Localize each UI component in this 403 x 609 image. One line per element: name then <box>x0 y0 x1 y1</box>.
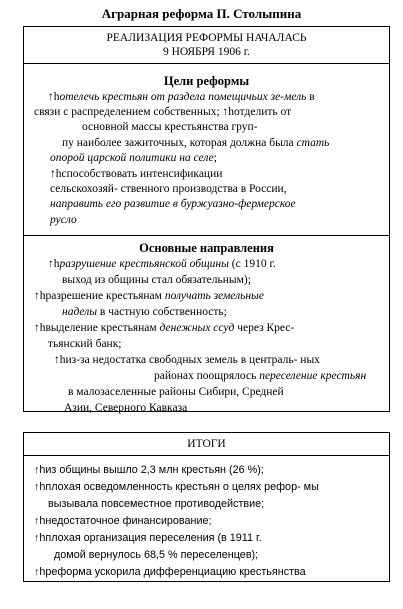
goal-line <box>50 167 222 182</box>
goal-line <box>50 213 77 228</box>
goal-text: ↑h <box>48 91 60 103</box>
direction-text: (с 1910 г. <box>228 258 276 270</box>
result-line: ↑hплохая организация переселения (в 1911 г. <box>34 532 262 544</box>
direction-line <box>62 305 227 320</box>
direction-line <box>54 353 320 368</box>
direction-text: получать земельные <box>164 290 264 302</box>
direction-text: через Крес- <box>234 322 295 334</box>
direction-text: денежных ссуд <box>159 322 235 334</box>
direction-text: ↑hразрешение крестьянам <box>34 290 165 302</box>
direction-text: разрушение крестьянской общины <box>59 258 229 270</box>
direction-text: выход из общины стал обязательным); <box>62 274 251 286</box>
reform-box <box>23 26 390 412</box>
direction-line <box>62 273 251 288</box>
results-box <box>23 432 390 582</box>
direction-line <box>34 289 264 304</box>
goal-line <box>82 120 258 135</box>
goal-line <box>50 151 217 166</box>
goal-text: сельскохозяй- ственного производства в России, <box>50 183 287 195</box>
goal-text: стать <box>296 137 330 149</box>
direction-line <box>68 385 284 400</box>
result-line: вызывала повсеместное противодействие; <box>48 498 265 510</box>
goal-text: пу наиболее зажиточных, которая должна была <box>62 137 297 149</box>
goal-line <box>50 197 296 212</box>
direction-text: районах поощрялось <box>154 370 260 382</box>
section-divider <box>24 235 389 236</box>
direction-line <box>48 337 121 352</box>
reform-start-header <box>24 27 389 64</box>
goal-text: направить его развитие в буржуазно-фермерское <box>50 198 296 210</box>
direction-line <box>154 369 366 384</box>
direction-line <box>48 257 276 272</box>
goal-text: русло <box>50 214 77 226</box>
result-line: ↑hнедостаточное финансирование; <box>34 515 212 527</box>
result-line: ↑hиз общины вышло 2,3 млн крестьян (26 %); <box>34 464 264 476</box>
goal-text: связи с распределением собственных; ↑hотделить от <box>34 106 292 118</box>
goal-text: опорой царской политики на селе <box>50 152 214 164</box>
goal-line <box>48 90 315 105</box>
direction-text: в частную собственность; <box>97 306 227 318</box>
goal-text: в <box>306 91 315 103</box>
goal-text: отелечь крестьян от раздела помещичьих зе-мель <box>59 91 307 103</box>
result-line: ↑hреформа ускорила дифференциацию крестьянства <box>34 566 306 578</box>
goal-text: ; <box>213 152 217 164</box>
direction-text: тьянский банк; <box>48 338 122 350</box>
header-line-2: 9 НОЯБРЯ 1906 г. <box>162 46 251 58</box>
direction-text: ↑h <box>48 258 60 270</box>
direction-text: ↑hвыделение крестьянам <box>34 322 160 334</box>
direction-line <box>34 321 294 336</box>
direction-text: наделы <box>62 306 98 318</box>
direction-text: ↑hиз-за недостатка свободных земель в централь- ных <box>54 354 320 366</box>
goal-line <box>62 136 329 151</box>
direction-text: в малозаселенные районы Сибири, Средней <box>68 386 284 398</box>
goal-text: ↑hспособствовать интенсификации <box>50 168 223 180</box>
results-heading: ИТОГИ <box>24 433 389 456</box>
goal-line <box>34 105 291 120</box>
header-line-1: РЕАЛИЗАЦИЯ РЕФОРМЫ НАЧАЛАСЬ <box>106 32 307 44</box>
direction-text: переселение крестьян <box>259 370 367 382</box>
directions-heading: Основные направления <box>139 241 274 255</box>
result-line: ↑hплохая осведомленность крестьян о целях рефор- мы <box>34 481 319 493</box>
goals-heading: Цели реформы <box>163 74 250 88</box>
page-title: Аграрная реформа П. Столыпина <box>101 6 302 21</box>
result-line: домой вернулось 68,5 % переселенцев); <box>54 549 259 561</box>
direction-text: Азии, Северного Кавказа <box>64 402 188 414</box>
direction-line <box>64 401 187 416</box>
goal-text: основной массы крестьянства груп- <box>82 121 258 133</box>
goal-line <box>50 182 287 197</box>
